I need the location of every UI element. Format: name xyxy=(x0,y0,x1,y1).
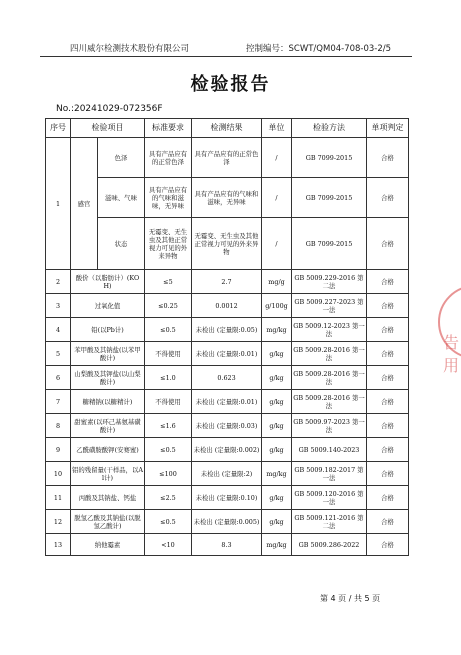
table-row xyxy=(46,486,409,510)
table-row xyxy=(46,270,409,294)
requirement: ≤0.5 xyxy=(145,318,192,342)
verdict: 合格 xyxy=(367,534,409,556)
verdict: 合格 xyxy=(367,342,409,366)
unit: g/kg xyxy=(262,390,292,414)
table-row xyxy=(46,534,409,556)
table-row xyxy=(46,178,409,218)
verdict: 合格 xyxy=(367,390,409,414)
test-item: 铅(以Pb计) xyxy=(71,318,145,342)
test-item: 乙酰磺胺酸钾(安赛蜜) xyxy=(71,438,145,462)
result: 未检出 (定量限:2) xyxy=(192,462,262,486)
test-item: 糖精钠(以糖精计) xyxy=(71,390,145,414)
table-row xyxy=(46,462,409,486)
verdict: 合格 xyxy=(367,138,409,178)
report-title: 检验报告 xyxy=(190,74,271,95)
unit: mg/kg xyxy=(262,462,292,486)
result: 未检出 (定量限:0.005) xyxy=(192,510,262,534)
unit: mg/g xyxy=(262,270,292,294)
col-header-no: 序号 xyxy=(46,119,71,138)
report-number: No.:20241029-072356F xyxy=(56,104,163,114)
requirement: 不得使用 xyxy=(145,390,192,414)
verdict: 合格 xyxy=(367,294,409,318)
result: 无霉变、无生虫及其他正常视力可见的外来异物 xyxy=(192,218,262,270)
result: 未检出 (定量限:0.01) xyxy=(192,390,262,414)
unit: / xyxy=(262,138,292,178)
col-header-requirement: 标准要求 xyxy=(145,119,192,138)
table-row xyxy=(46,342,409,366)
verdict: 合格 xyxy=(367,438,409,462)
unit: g/kg xyxy=(262,486,292,510)
requirement: 具有产品应有的正常色泽 xyxy=(145,138,192,178)
result: 具有产品应有的气味和滋味，无异味 xyxy=(192,178,262,218)
row-number: 7 xyxy=(46,390,71,414)
table-row xyxy=(46,318,409,342)
company-name: 四川威尔检测技术股份有限公司 xyxy=(70,44,190,54)
result: 未检出 (定量限:0.002) xyxy=(192,438,262,462)
method: GB 5009.28-2016 第一法 xyxy=(292,390,367,414)
method: GB 7099-2015 xyxy=(292,138,367,178)
table-row xyxy=(46,414,409,438)
unit: g/kg xyxy=(262,342,292,366)
test-item: 甜蜜素(以环己基氨基磺酸计) xyxy=(71,414,145,438)
method: GB 5009.28-2016 第一法 xyxy=(292,342,367,366)
verdict: 合格 xyxy=(367,270,409,294)
test-item: 铝的残留量(干样品，以Al计) xyxy=(71,462,145,486)
row-number: 13 xyxy=(46,534,71,556)
page-number: 第 4 页 / 共 5 页 xyxy=(320,594,381,603)
result: 8.3 xyxy=(192,534,262,556)
result: 2.7 xyxy=(192,270,262,294)
requirement: <10 xyxy=(145,534,192,556)
table-row xyxy=(46,510,409,534)
table-header-row xyxy=(46,119,409,138)
test-item: 纳他霉素 xyxy=(71,534,145,556)
result: 未检出 (定量限:0.10) xyxy=(192,486,262,510)
method: GB 5009.229-2016 第二法 xyxy=(292,270,367,294)
results-table xyxy=(45,118,409,556)
test-item: 酸价（以脂肪计）(KOH) xyxy=(71,270,145,294)
requirement: 无霉变、无生虫及其他正常视力可见的外来异物 xyxy=(145,218,192,270)
table-row xyxy=(46,218,409,270)
table-row xyxy=(46,390,409,414)
result: 未检出 (定量限:0.03) xyxy=(192,414,262,438)
method: GB 5009.28-2016 第一法 xyxy=(292,366,367,390)
requirement: ≤0.25 xyxy=(145,294,192,318)
row-number: 8 xyxy=(46,414,71,438)
result: 0.0012 xyxy=(192,294,262,318)
test-item: 色泽 xyxy=(98,138,145,178)
method: GB 7099-2015 xyxy=(292,218,367,270)
method: GB 7099-2015 xyxy=(292,178,367,218)
test-item: 丙酸及其钠盐、钙盐 xyxy=(71,486,145,510)
method: GB 5009.140-2023 xyxy=(292,438,367,462)
verdict: 合格 xyxy=(367,414,409,438)
row-number: 3 xyxy=(46,294,71,318)
test-item: 滋味、气味 xyxy=(98,178,145,218)
unit: mg/kg xyxy=(262,534,292,556)
method: GB 5009.97-2023 第一法 xyxy=(292,414,367,438)
verdict: 合格 xyxy=(367,486,409,510)
method: GB 5009.121-2016 第二法 xyxy=(292,510,367,534)
requirement: ≤100 xyxy=(145,462,192,486)
verdict: 合格 xyxy=(367,462,409,486)
result: 未检出 (定量限:0.01) xyxy=(192,342,262,366)
unit: g/kg xyxy=(262,414,292,438)
method: GB 5009.120-2016 第一法 xyxy=(292,486,367,510)
unit: g/kg xyxy=(262,366,292,390)
requirement: ≤0.5 xyxy=(145,438,192,462)
result: 未检出 (定量限:0.05) xyxy=(192,318,262,342)
row-number: 5 xyxy=(46,342,71,366)
requirement: ≤5 xyxy=(145,270,192,294)
test-item: 山梨酸及其钾盐(以山梨酸计) xyxy=(71,366,145,390)
unit: / xyxy=(262,178,292,218)
verdict: 合格 xyxy=(367,318,409,342)
verdict: 合格 xyxy=(367,218,409,270)
row-number: 10 xyxy=(46,462,71,486)
result: 0.623 xyxy=(192,366,262,390)
row-number: 11 xyxy=(46,486,71,510)
unit: mg/kg xyxy=(262,318,292,342)
method: GB 5009.227-2023 第一法 xyxy=(292,294,367,318)
verdict: 合格 xyxy=(367,366,409,390)
method: GB 5009.286-2022 xyxy=(292,534,367,556)
col-header-item: 检验项目 xyxy=(71,119,145,138)
col-header-result: 检测结果 xyxy=(192,119,262,138)
requirement: ≤0.5 xyxy=(145,510,192,534)
requirement: ≤1.6 xyxy=(145,414,192,438)
test-item: 脱氢乙酸及其钠盐(以脱氢乙酸计) xyxy=(71,510,145,534)
requirement: ≤2.5 xyxy=(145,486,192,510)
control-number: 控制编号：SCWT/QM04-708-03-2/5 xyxy=(246,44,392,54)
result: 具有产品应有的正常色泽 xyxy=(192,138,262,178)
unit: g/100g xyxy=(262,294,292,318)
test-item: 苯甲酸及其钠盐(以苯甲酸计) xyxy=(71,342,145,366)
requirement: ≤1.0 xyxy=(145,366,192,390)
row-number: 4 xyxy=(46,318,71,342)
unit: g/kg xyxy=(262,438,292,462)
verdict: 合格 xyxy=(367,510,409,534)
row-number: 1 xyxy=(46,138,71,270)
header-divider xyxy=(40,56,412,57)
method: GB 5009.182-2017 第一法 xyxy=(292,462,367,486)
requirement: 不得使用 xyxy=(145,342,192,366)
verdict: 合格 xyxy=(367,178,409,218)
table-row xyxy=(46,366,409,390)
col-header-verdict: 单项判定 xyxy=(367,119,409,138)
row-number: 2 xyxy=(46,270,71,294)
category-sensory: 感官 xyxy=(71,138,98,270)
test-item: 状态 xyxy=(98,218,145,270)
row-number: 12 xyxy=(46,510,71,534)
unit: / xyxy=(262,218,292,270)
col-header-unit: 单位 xyxy=(262,119,292,138)
col-header-method: 检验方法 xyxy=(292,119,367,138)
seal-stamp-text: 告用 xyxy=(443,333,460,375)
table-row xyxy=(46,138,409,178)
requirement: 具有产品应有的气味和滋味，无异味 xyxy=(145,178,192,218)
unit: g/kg xyxy=(262,510,292,534)
method: GB 5009.12-2023 第一法 xyxy=(292,318,367,342)
table-row xyxy=(46,438,409,462)
row-number: 9 xyxy=(46,438,71,462)
table-row xyxy=(46,294,409,318)
test-item: 过氧化值 xyxy=(71,294,145,318)
row-number: 6 xyxy=(46,366,71,390)
